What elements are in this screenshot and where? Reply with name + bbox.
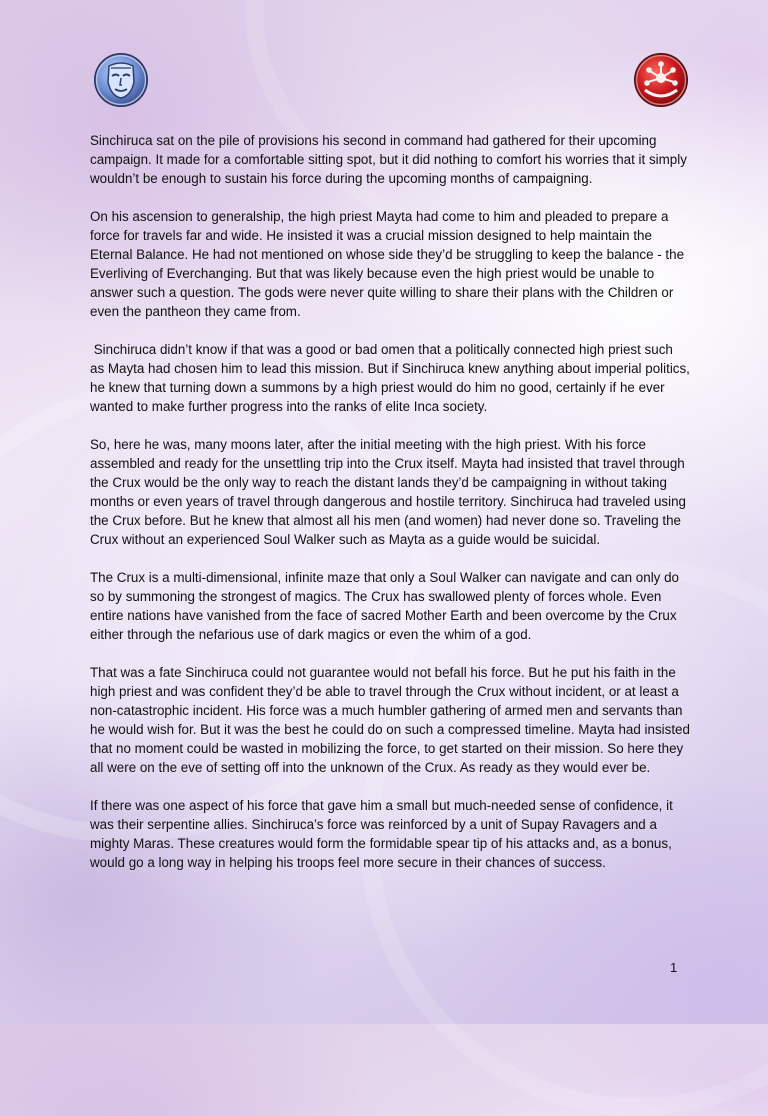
page-number: 1 bbox=[670, 960, 678, 975]
blue-mask-face-icon bbox=[93, 52, 149, 108]
paragraph: So, here he was, many moons later, after the initial meeting with the high priest. With his force assembled and ready for the unsettling trip into the Crux itself. Mayta had insisted that travel through the Crux would be the only way to reach the distant lands they’d be campaigning in without taking months or even years of travel through dangerous and hostile territory. Sinchiruca had traveled using the Crux before. But he knew that almost all his men (and women) had never done so. Traveling the Crux without an experienced Soul Walker such as Mayta as a guide would be suicidal. bbox=[90, 437, 690, 547]
paragraph: If there was one aspect of his force that gave him a small but much-needed sense of confidence, it was their serpentine allies. Sinchiruca’s force was reinforced by a unit of Supay Ravagers and a mighty Maras. These creatures would form the formidable spear tip of his attacks and, as a bonus, would go a long way in helping his troops feel more secure in their chances of success. bbox=[90, 798, 677, 870]
red-sun-emblem-icon bbox=[633, 52, 689, 108]
paragraph: Sinchiruca didn’t know if that was a good or bad omen that a politically connected high priest such as Mayta had chosen him to lead this mission. But if Sinchiruca knew anything about imperial politics, he knew that turning down a summons by a high priest would do him no good, certainly if he ever wanted to make further progress into the ranks of elite Inca society. bbox=[90, 342, 694, 414]
paragraph: On his ascension to generalship, the high priest Mayta had come to him and pleaded to prepare a force for travels far and wide. He insisted it was a crucial mission designed to help maintain the Eternal Balance. He had not mentioned on whose side they’d be struggling to keep the balance - the Everliving of Everchanging. But that was likely because even the high priest would be unable to answer such a question. The gods were never quite willing to share their plans with the Children or even the pantheon they came from. bbox=[90, 209, 688, 319]
paragraph: The Crux is a multi-dimensional, infinite maze that only a Soul Walker can navigate and can only do so by summoning the strongest of magics. The Crux has swallowed plenty of forces whole. Even entire nations have vanished from the face of sacred Mother Earth and been overcome by the Crux either through the nefarious use of dark magics or even the whim of a god. bbox=[90, 570, 683, 642]
paragraph: That was a fate Sinchiruca could not guarantee would not befall his force. But he put his faith in the high priest and was confident they’d be able to travel through the Crux without incident, or at least a non-catastrophic incident. His force was a much humbler gathering of armed men and servants than he would wish for. But it was the best he could do on such a compressed timeline. Mayta had insisted that no moment could be wasted in mobilizing the force, to get started on their mission. So here they all were on the eve of setting off into the unknown of the Crux. As ready as they would ever be. bbox=[90, 665, 694, 775]
paragraph: Sinchiruca sat on the pile of provisions his second in command had gathered for their upcoming campaign. It made for a comfortable sitting spot, but it did nothing to comfort his worries that it simply wouldn’t be enough to sustain his force during the upcoming months of campaigning. bbox=[90, 133, 691, 186]
page-body bbox=[90, 131, 694, 891]
